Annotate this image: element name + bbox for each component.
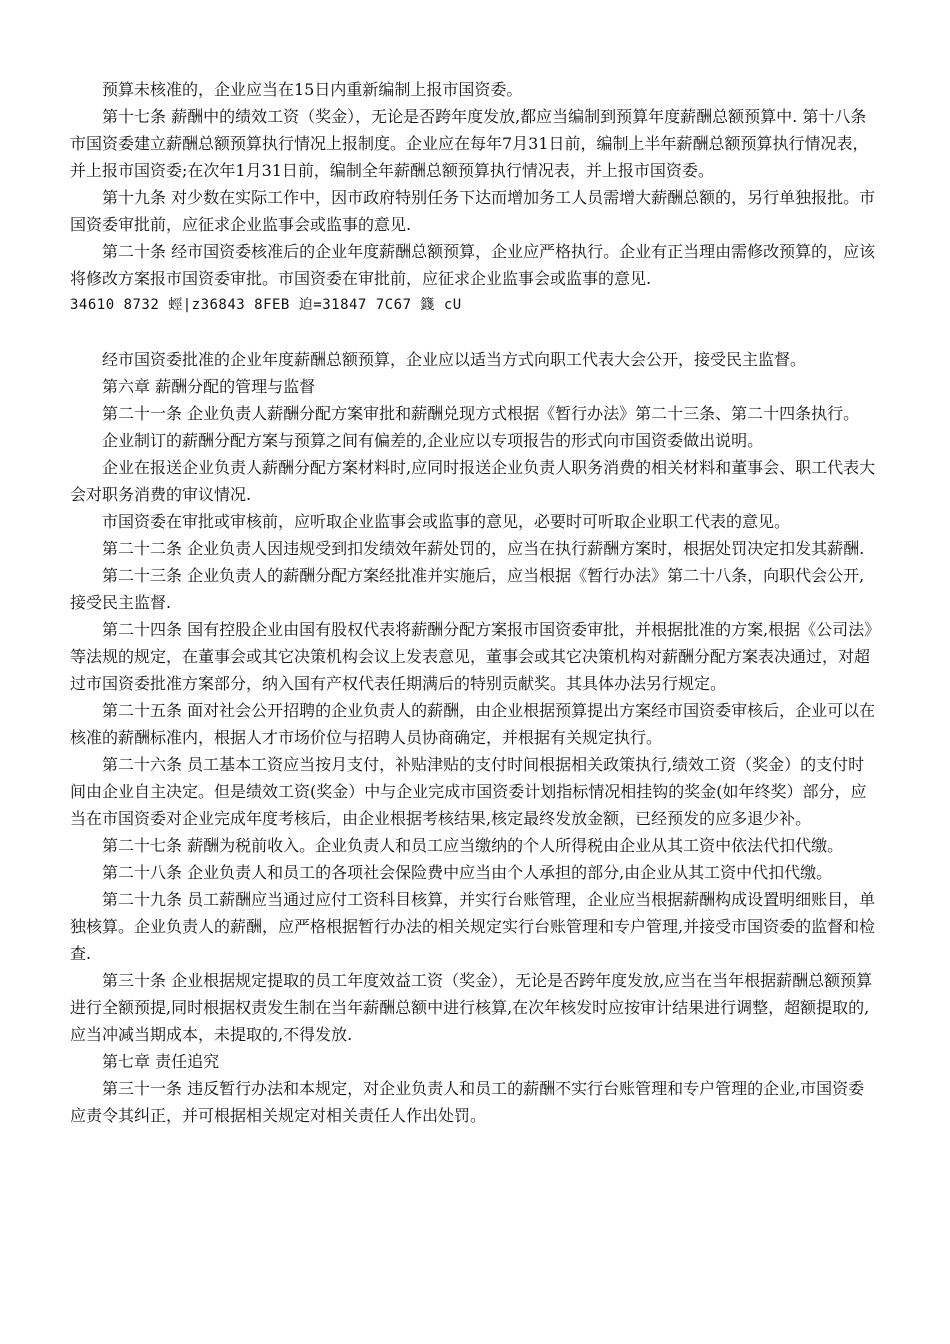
article-21: 第二十一条 企业负责人薪酬分配方案审批和薪酬兑现方式根据《暂行办法》第二十三条、第二十四条执行。 [102, 404, 860, 423]
article-17-18: 第十七条 薪酬中的绩效工资（奖金），无论是否跨年度发放,都应当编制到预算年度薪酬总额预算中. 第十八条 市国资委建立薪酬总额预算执行情况上报制度。企业应在每年7月31日前，编制上半年薪酬总额预算执行情况表，并上报市国资委;在次年1月31日前，编制全年薪酬总额预算执行情况表，并上报市国资委。 [70, 107, 869, 180]
blank-gap [70, 319, 880, 346]
article-22: 第二十二条 企业负责人因违规受到扣发绩效年薪处罚的，应当在执行薪酬方案时，根据处罚决定扣发其薪酬. [102, 539, 865, 558]
article-19: 第十九条 对少数在实际工作中，因市政府特别任务下达而增加务工人员需增大薪酬总额的，另行单独报批。市国资委审批前，应征求企业监事会或监事的意见. [70, 188, 876, 234]
article-23: 第二十三条 企业负责人的薪酬分配方案经批准并实施后，应当根据《暂行办法》第二十八条，向职代会公开,接受民主监督. [70, 566, 865, 612]
chapter-6-heading: 第六章 薪酬分配的管理与监督 [102, 377, 316, 396]
paragraph: 市国资委在审批或审核前，应听取企业监事会或监事的意见，必要时可听取企业职工代表的意见。 [102, 512, 791, 531]
article-30: 第三十条 企业根据规定提取的员工年度效益工资（奖金），无论是否跨年度发放,应当在当年根据薪酬总额预算进行全额预提,同时根据权责发生制在当年薪酬总额中进行核算,在次年核发时应按审计结果进行调整，超额提取的,应当冲减当期成本，未提取的,不得发放. [70, 971, 873, 1044]
paragraph: 预算未核准的，企业应当在15日内重新编制上报市国资委。 [102, 80, 523, 99]
paragraph: 企业在报送企业负责人薪酬分配方案材料时,应同时报送企业负责人职务消费的相关材料和董事会、职工代表大会对职务消费的审议情况. [70, 458, 876, 504]
article-28: 第二十八条 企业负责人和员工的各项社会保险费中应当由个人承担的部分,由企业从其工资中代扣代缴。 [102, 863, 833, 882]
article-25: 第二十五条 面对社会公开招聘的企业负责人的薪酬，由企业根据预算提出方案经市国资委审核后，企业可以在核准的薪酬标准内，根据人才市场价位与招聘人员协商确定，并根据有关规定执行。 [70, 701, 876, 747]
article-20: 第二十条 经市国资委核准后的企业年度薪酬总额预算，企业应严格执行。企业有正当理由需修改预算的，应该将修改方案报市国资委审批。市国资委在审批前，应征求企业监事会或监事的意见. [70, 242, 876, 288]
garbled-text-line: 34610 8732 蛵|z36843 8FEB 迫=31847 7C67 籛 cU [70, 297, 462, 313]
chapter-7-heading: 第七章 责任追究 [102, 1052, 220, 1071]
paragraph: 企业制订的薪酬分配方案与预算之间有偏差的,企业应以专项报告的形式向市国资委做出说明。 [102, 431, 764, 450]
article-29: 第二十九条 员工薪酬应当通过应付工资科目核算，并实行台账管理，企业应当根据薪酬构成设置明细账目，单独核算。企业负责人的薪酬，应严格根据暂行办法的相关规定实行台账管理和专户管理,并接受市国资委的监督和检查. [70, 890, 876, 963]
article-26: 第二十六条 员工基本工资应当按月支付，补贴津贴的支付时间根据相关政策执行,绩效工资（奖金）的支付时间由企业自主决定。但是绩效工资(奖金）中与企业完成市国资委计划指标情况相挂钩的奖金(如年终奖）部分，应当在市国资委对企业完成年度考核后，由企业根据考核结果,核定最终发放金额，已经预发的应多退少补。 [70, 755, 867, 828]
article-27: 第二十七条 薪酬为税前收入。企业负责人和员工应当缴纳的个人所得税由企业从其工资中依法代扣代缴。 [102, 836, 844, 855]
paragraph: 经市国资委批准的企业年度薪酬总额预算，企业应以适当方式向职工代表大会公开，接受民主监督。 [102, 350, 807, 369]
article-31: 第三十一条 违反暂行办法和本规定，对企业负责人和员工的薪酬不实行台账管理和专户管理的企业,市国资委应责令其纠正，并可根据相关规定对相关责任人作出处罚。 [70, 1079, 865, 1125]
article-24: 第二十四条 国有控股企业由国有股权代表将薪酬分配方案报市国资委审批，并根据批准的方案,根据《公司法》等法规的规定，在董事会或其它决策机构会议上发表意见，董事会或其它决策机构对薪酬分配方案表决通过，对超过市国资委批准方案部分，纳入国有产权代表任期满后的特别贡献奖。其具体办法另行规定。 [70, 620, 873, 693]
